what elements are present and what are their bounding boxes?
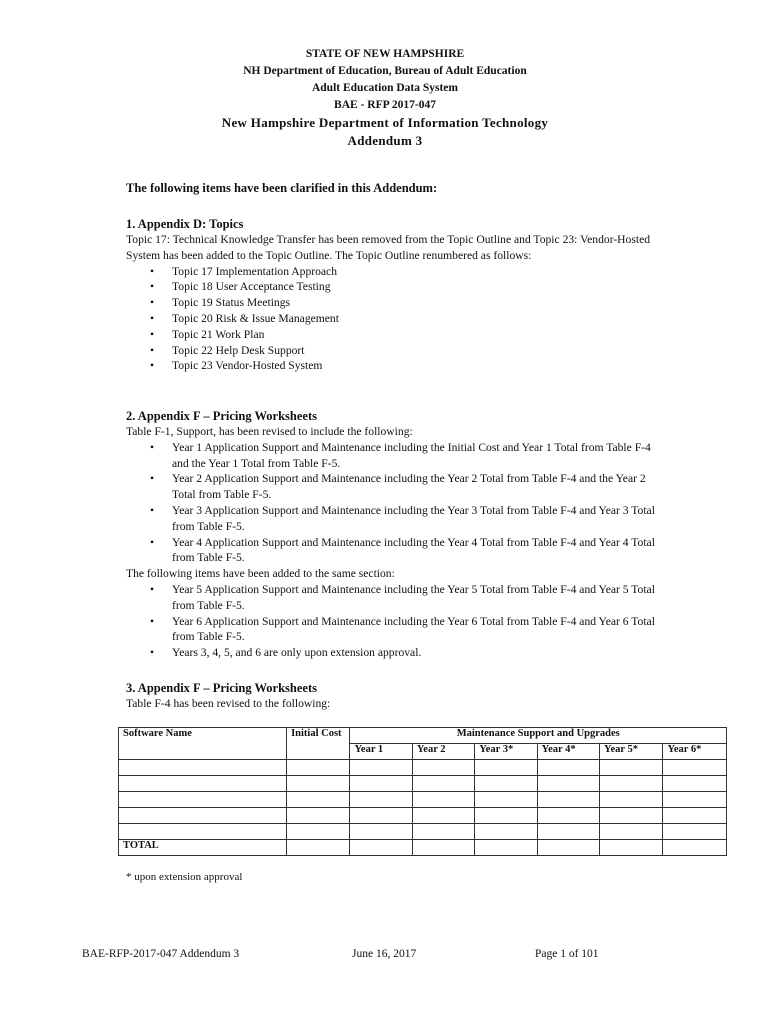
support-list	[126, 440, 666, 566]
section-2	[126, 408, 666, 661]
list-item: • Topic 18 User Acceptance Testing	[172, 279, 666, 295]
col-header-year: Year 1	[350, 744, 412, 760]
list-item: • Year 3 Application Support and Maintenance including the Year 3 Total from Table F-4 and Year 3 Total from Table F-5.	[172, 503, 666, 535]
section-2-body: Table F-1, Support, has been revised to include the following:	[126, 425, 413, 438]
list-item: • Year 4 Application Support and Maintenance including the Year 4 Total from Table F-4 and Year 4 Total from Table F-5.	[172, 535, 666, 567]
list-item: • Topic 17 Implementation Approach	[172, 264, 666, 280]
list-item: • Years 3, 4, 5, and 6 are only upon extension approval.	[172, 645, 666, 661]
intro-statement: The following items have been clarified in this Addendum:	[126, 181, 438, 195]
footer-doc-id: BAE-RFP-2017-047 Addendum 3	[82, 948, 240, 960]
table-row	[119, 824, 727, 840]
col-header-initial-cost: Initial Cost	[287, 728, 350, 760]
section-1-body: Topic 17: Technical Knowledge Transfer has been removed from the Topic Outline and Topic 23: Vendor-Hosted System has been added to the Topic Outline. The Topic Outline renumbered as follows:	[126, 233, 651, 262]
pricing-table-f4	[118, 727, 727, 856]
total-label: TOTAL	[119, 840, 287, 856]
list-item: • Topic 19 Status Meetings	[172, 295, 666, 311]
col-header-year: Year 6*	[663, 744, 727, 760]
col-header-software-name: Software Name	[119, 728, 287, 760]
list-item: • Year 6 Application Support and Maintenance including the Year 6 Total from Table F-4 and Year 6 Total from Table F-5.	[172, 614, 666, 646]
list-item: • Year 2 Application Support and Maintenance including the Year 2 Total from Table F-4 and the Year 2 Total from Table F-5.	[172, 471, 666, 503]
header-system: Adult Education Data System	[311, 82, 458, 94]
added-items-list	[126, 582, 666, 661]
section-1-title: 1. Appendix D: Topics	[126, 217, 244, 231]
col-header-maintenance: Maintenance Support and Upgrades	[350, 728, 727, 744]
table-row	[119, 808, 727, 824]
col-header-year: Year 5*	[600, 744, 663, 760]
header-rfp-number: BAE - RFP 2017-047	[334, 99, 436, 111]
section-3-body: Table F-4 has been revised to the following:	[126, 697, 331, 710]
col-header-year: Year 2	[412, 744, 474, 760]
list-item: • Topic 21 Work Plan	[172, 327, 666, 343]
list-item: • Year 5 Application Support and Maintenance including the Year 5 Total from Table F-4 and Year 5 Total from Table F-5.	[172, 582, 666, 614]
col-header-year: Year 4*	[537, 744, 599, 760]
section-1	[126, 216, 666, 374]
header-department: NH Department of Education, Bureau of Adult Education	[243, 65, 527, 77]
table-row	[119, 776, 727, 792]
list-item: • Topic 20 Risk & Issue Management	[172, 311, 666, 327]
header-state: STATE OF NEW HAMPSHIRE	[305, 48, 465, 60]
total-row	[119, 840, 727, 856]
footer-page-number: Page 1 of 101	[535, 948, 599, 960]
list-item: • Topic 23 Vendor-Hosted System	[172, 358, 666, 374]
table-row	[119, 760, 727, 776]
section-3	[126, 680, 666, 712]
section-3-title: 3. Appendix F – Pricing Worksheets	[126, 681, 317, 695]
header-doit: New Hampshire Department of Information Technology	[221, 115, 549, 130]
footer-date: June 16, 2017	[352, 948, 417, 960]
topic-list	[126, 264, 666, 375]
header-addendum: Addendum 3	[347, 133, 423, 148]
list-item: • Topic 22 Help Desk Support	[172, 343, 666, 359]
document-header	[0, 46, 770, 150]
table-row	[119, 792, 727, 808]
list-item: • Year 1 Application Support and Maintenance including the Initial Cost and Year 1 Total from Table F-4 and the Year 1 Total from Table F-5.	[172, 440, 666, 472]
col-header-year: Year 3*	[475, 744, 537, 760]
section-2-body-2: The following items have been added to the same section:	[126, 567, 395, 581]
section-2-title: 2. Appendix F – Pricing Worksheets	[126, 409, 317, 423]
table-footnote: * upon extension approval	[126, 871, 243, 883]
